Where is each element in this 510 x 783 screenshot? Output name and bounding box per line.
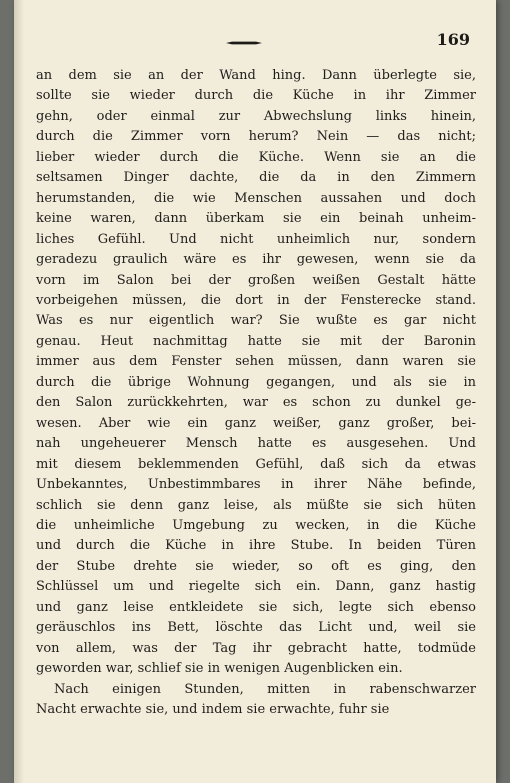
text-line: der Stube drehte sie wieder, so oft es ging, den: [36, 558, 476, 574]
paragraph: [36, 680, 476, 721]
text-line: genau. Heut nachmittag hatte sie mit der Baronin: [36, 333, 476, 349]
text-line: durch die übrige Wohnung gegangen, und als sie in: [36, 374, 476, 390]
text-line: Nacht erwachte sie, und indem sie erwachte, fuhr sie: [36, 702, 390, 718]
text-line: den Salon zurückkehrten, war es schon zu dunkel ge-: [36, 395, 476, 411]
text-line: an dem sie an der Wand hing. Dann überlegte sie,: [36, 68, 476, 83]
text-line: geradezu graulich wäre es ihr gewesen, wenn sie da: [36, 252, 476, 268]
text-line: wesen. Aber wie ein ganz weißer, ganz großer, bei-: [36, 415, 476, 431]
text-line: seltsamen Dinger dachte, die da in den Zimmern: [36, 170, 476, 186]
ornament-dash: [226, 40, 262, 46]
text-line: lieber wieder durch die Küche. Wenn sie an die: [36, 149, 476, 165]
text-line: von allem, was der Tag ihr gebracht hatte, todmüde: [36, 640, 476, 656]
text-line: keine waren, dann überkam sie ein beinah unheim-: [36, 211, 476, 227]
text-line: vorn im Salon bei der großen weißen Gestalt hätte: [36, 272, 476, 288]
book-page: [14, 0, 496, 783]
text-line: herumstanden, die wie Menschen aussahen und doch: [36, 190, 476, 206]
text-line: Unbekanntes, Unbestimmbares in ihrer Nähe befinde,: [36, 477, 476, 493]
body-text: [36, 66, 476, 721]
text-line: und ganz leise entkleidete sie sich, legte sich ebenso: [36, 599, 476, 615]
text-line: nah ungeheuerer Mensch hatte es ausgesehen. Und: [36, 436, 476, 452]
page-number: 169: [436, 30, 470, 49]
page-header: [14, 30, 496, 54]
text-line: immer aus dem Fenster sehen müssen, dann waren sie: [36, 354, 476, 370]
text-line: geworden war, schlief sie in wenigen Augenblicken ein.: [36, 661, 403, 677]
text-line: schlich sie denn ganz leise, als müßte sie sich hüten: [36, 497, 476, 513]
text-line: sollte sie wieder durch die Küche in ihr Zimmer: [36, 88, 476, 104]
text-line: die unheimliche Umgebung zu wecken, in die Küche: [36, 517, 476, 533]
text-line: Schlüssel um und riegelte sich ein. Dann, ganz hastig: [36, 579, 476, 595]
text-line: vorbeigehen müssen, die dort in der Fensterecke stand.: [36, 292, 476, 308]
text-line: durch die Zimmer vorn herum? Nein — das nicht;: [36, 129, 476, 145]
text-line: Nach einigen Stunden, mitten in rabenschwarzer: [54, 681, 476, 697]
text-line: und durch die Küche in ihre Stube. In beiden Türen: [36, 538, 476, 554]
text-line: gehn, oder einmal zur Abwechslung links hinein,: [36, 108, 476, 124]
paragraph: [36, 66, 476, 680]
text-line: liches Gefühl. Und nicht unheimlich nur, sondern: [36, 231, 476, 247]
text-line: geräuschlos ins Bett, löschte das Licht und, weil sie: [36, 620, 476, 636]
text-line: mit diesem beklemmenden Gefühl, daß sich da etwas: [36, 456, 476, 472]
text-line: Was es nur eigentlich war? Sie wußte es gar nicht: [36, 313, 476, 329]
